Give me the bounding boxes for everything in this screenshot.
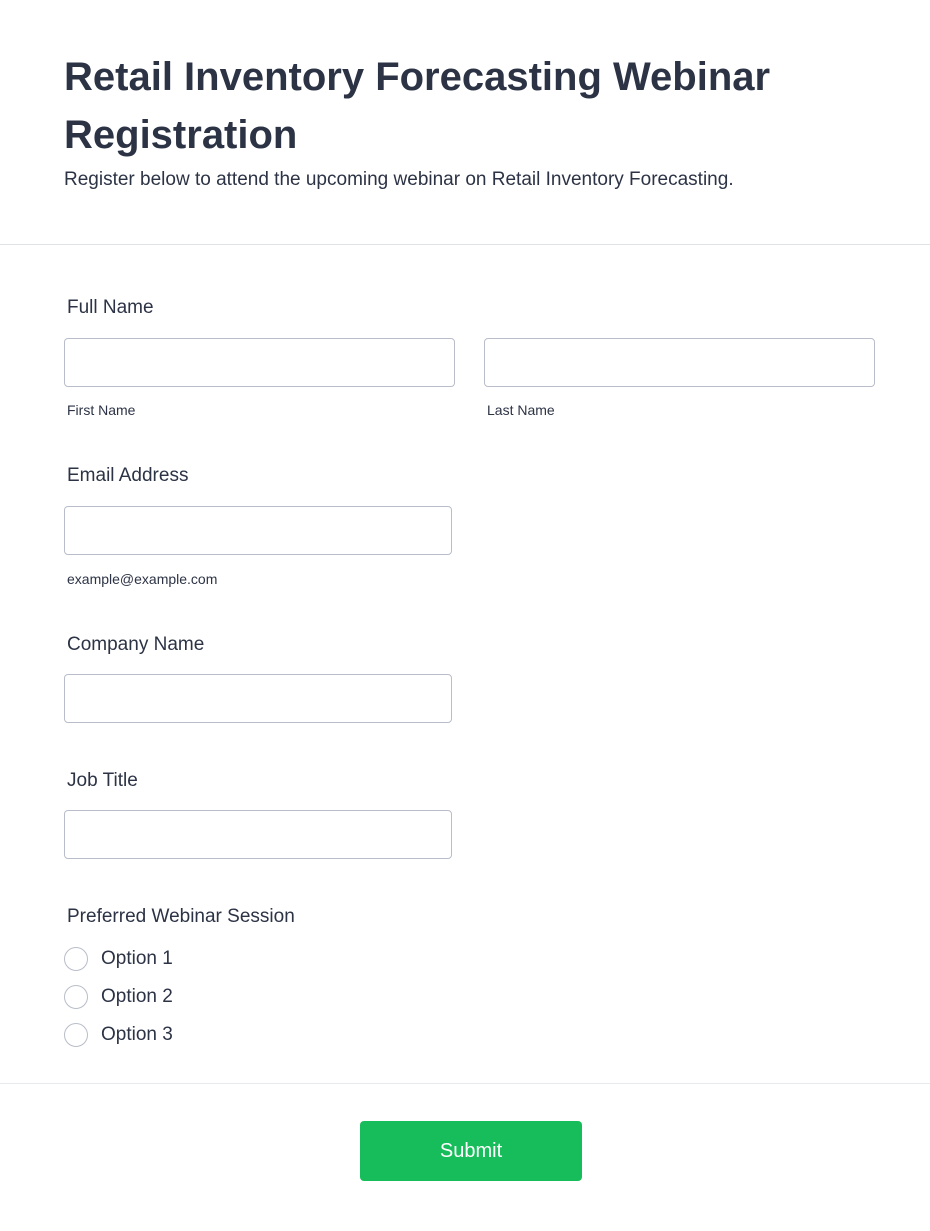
radio-button-icon[interactable] [64, 985, 88, 1009]
first-name-sublabel: First Name [67, 402, 136, 418]
last-name-sublabel: Last Name [487, 402, 555, 418]
full-name-label: Full Name [67, 297, 154, 318]
job-title-label: Job Title [67, 770, 138, 791]
session-option-label: Option 3 [101, 1024, 173, 1045]
first-name-input[interactable] [64, 338, 455, 387]
form-header [0, 0, 930, 245]
email-sublabel: example@example.com [67, 571, 218, 587]
company-name-input[interactable] [64, 674, 452, 723]
session-option-label: Option 1 [101, 948, 173, 969]
radio-button-icon[interactable] [64, 947, 88, 971]
page-subtitle: Register below to attend the upcoming webinar on Retail Inventory Forecasting. [64, 169, 734, 190]
session-option-2[interactable] [64, 984, 173, 1010]
last-name-input[interactable] [484, 338, 875, 387]
page-title: Retail Inventory Forecasting Webinar Registration [64, 55, 771, 157]
session-option-label: Option 2 [101, 986, 173, 1007]
webinar-session-label: Preferred Webinar Session [67, 906, 295, 927]
submit-button[interactable]: Submit [360, 1121, 582, 1181]
job-title-input[interactable] [64, 810, 452, 859]
company-name-label: Company Name [67, 634, 205, 655]
footer-divider [0, 1083, 930, 1084]
radio-button-icon[interactable] [64, 1023, 88, 1047]
session-option-3[interactable] [64, 1022, 173, 1048]
session-option-1[interactable] [64, 946, 173, 972]
email-label: Email Address [67, 465, 189, 486]
email-input[interactable] [64, 506, 452, 555]
